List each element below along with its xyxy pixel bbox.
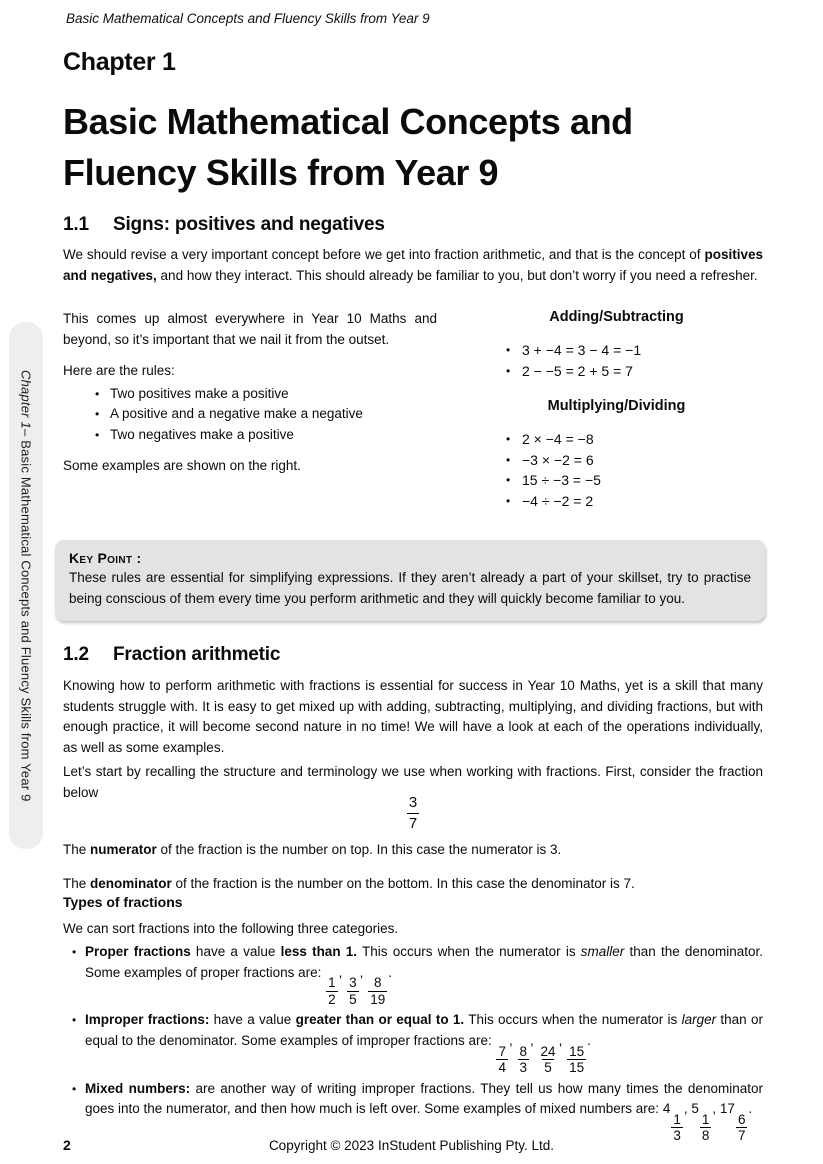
chapter-label: Chapter 1 — [63, 48, 176, 76]
running-header: Basic Mathematical Concepts and Fluency Skills from Year 9 — [66, 11, 430, 26]
key-point-label: Key Point : — [69, 550, 142, 566]
key-point-box — [55, 540, 765, 621]
signs-left-column — [63, 309, 437, 511]
section-1-2-title: Fraction arithmetic — [113, 644, 281, 665]
footer-copyright: Copyright © 2023 InStudent Publishing Pty. Ltd. — [268, 1138, 555, 1153]
section-1-1-intro: We should revise a very important concept before we get into fraction arithmetic, and that is the concept of positives and negatives, and how they interact. This should already be familiar to you, but don’t worry if you need a refresher. — [63, 247, 763, 283]
section-1-2-number: 1.2 — [63, 644, 89, 665]
chapter-title-line2: Fluency Skills from Year 9 — [63, 152, 499, 193]
inline-fraction: $\frac{3}{5}$ — [349, 975, 357, 1007]
chapter-title-line1: Basic Mathematical Concepts and — [63, 101, 633, 142]
section-1-1-number: 1.1 — [63, 214, 89, 235]
multiplying-dividing-examples — [470, 429, 763, 511]
adding-subtracting-examples — [470, 340, 763, 381]
fractions-paragraph-1: Knowing how to perform arithmetic with fractions is essential for success in Year 10 Maths, yet is a skill that many students struggle with. It is easy to get mixed up with adding, subtracting, multiplying, and dividing fractions, but with enough practice, it will become second nature in no time! We will have a look at each of the operations individually, as well as some examples. — [63, 678, 763, 755]
sign-rule-item: • Two negatives make a positive — [95, 425, 437, 446]
section-1-2-heading — [63, 644, 280, 666]
fraction-types-list — [63, 942, 763, 1143]
inline-fraction: $\frac{8}{3}$ — [519, 1043, 528, 1076]
denominator-definition: The denominator of the fraction is the number on the bottom. In this case the denominator is 7. — [63, 876, 635, 891]
chapter-sidebar-tab: Chapter 1 – Basic Mathematical Concepts and Fluency Skills from Year 9 — [9, 322, 43, 849]
sign-rules-list — [63, 384, 437, 446]
section-1-1-heading — [63, 214, 385, 236]
fraction-type-proper: • Proper fractions have a value less than 1. This occurs when the numerator is smaller than the denominator. Some examples of proper fractions are: $\frac{1}{2}$ , $\frac{3}{5}$ , $\frac{8}{19}$ . — [72, 942, 763, 1006]
inline-fraction: $\frac{1}{8}$ — [701, 1111, 710, 1144]
multiplying-dividing-heading: Multiplying/Dividing — [547, 398, 686, 414]
page-number: 2 — [63, 1137, 71, 1153]
inline-fraction: $\frac{1}{2}$ — [328, 975, 336, 1007]
key-point-text: These rules are essential for simplifying expressions. If they aren’t already a part of your skillset, try to practise being conscious of them every time you perform arithmetic and they will quickly become familiar to you. — [69, 570, 751, 606]
signs-paragraph-1: This comes up almost everywhere in Year 10 Maths and beyond, so it’s important that we nail it from the outset. — [63, 311, 437, 347]
fraction-type-mixed: • Mixed numbers: are another way of writing improper fractions. They tell us how many times the denominator goes into the numerator, and then how much is left over. Some examples of mixed numbers are: 4 $\frac{1}{3}$ , 5 $\frac{1}{8}$ , 17 $\frac{6}{7}$ . — [72, 1079, 763, 1143]
fraction-type-improper: • Improper fractions: have a value greater than or equal to 1. This occurs when the numerator is larger than or equal to the denominator. Some examples of improper fractions are: $\frac{7}{4}$ , $\frac{8}{3}$ , $\frac{24}{5}$ , $\frac{15}{15}$ . — [72, 1010, 763, 1074]
section-1-1-title: Signs: positives and negatives — [113, 214, 385, 235]
display-fraction-denominator: 7 — [408, 814, 418, 832]
equation-item: • 3 + −4 = 3 − 4 = −1 — [506, 340, 763, 361]
inline-fraction: $\frac{15}{15}$ — [569, 1043, 585, 1076]
equation-item: • 2 − −5 = 2 + 5 = 7 — [506, 361, 763, 382]
inline-fraction: $\frac{7}{4}$ — [498, 1043, 506, 1076]
page-content — [63, 0, 763, 1164]
inline-fraction: $\frac{8}{19}$ — [370, 975, 386, 1007]
signs-two-column-layout — [63, 309, 763, 511]
sign-rule-item: • A positive and a negative make a negative — [95, 404, 437, 425]
inline-fraction: $\frac{24}{5}$ — [540, 1043, 556, 1076]
signs-paragraph-2: Here are the rules: — [63, 363, 175, 378]
equation-item: • −3 × −2 = 6 — [506, 450, 763, 471]
types-of-fractions-intro: We can sort fractions into the following three categories. — [63, 921, 399, 936]
inline-fraction: $\frac{6}{7}$ — [737, 1111, 746, 1144]
equation-item: • −4 ÷ −2 = 2 — [506, 491, 763, 512]
fractions-paragraph-2: Let’s start by recalling the structure and terminology we use when working with fractions. First, consider the fraction below — [63, 764, 763, 800]
signs-paragraph-3: Some examples are shown on the right. — [63, 458, 301, 473]
display-fraction-numerator: 3 — [408, 794, 418, 811]
chapter-title — [63, 96, 633, 198]
adding-subtracting-heading: Adding/Subtracting — [549, 309, 684, 325]
types-of-fractions-heading: Types of fractions — [63, 894, 183, 910]
display-fraction-wrap — [63, 794, 763, 832]
inline-fraction: $\frac{1}{3}$ — [673, 1111, 681, 1144]
numerator-definition: The numerator of the fraction is the number on top. In this case the numerator is 3. — [63, 842, 562, 857]
equation-item: • 15 ÷ −3 = −5 — [506, 470, 763, 491]
sign-rule-item: • Two positives make a positive — [95, 384, 437, 405]
signs-right-column — [470, 309, 763, 511]
display-fraction — [407, 795, 419, 832]
fraction-types-list-wrap — [63, 942, 763, 1147]
equation-item: • 2 × −4 = −8 — [506, 429, 763, 450]
